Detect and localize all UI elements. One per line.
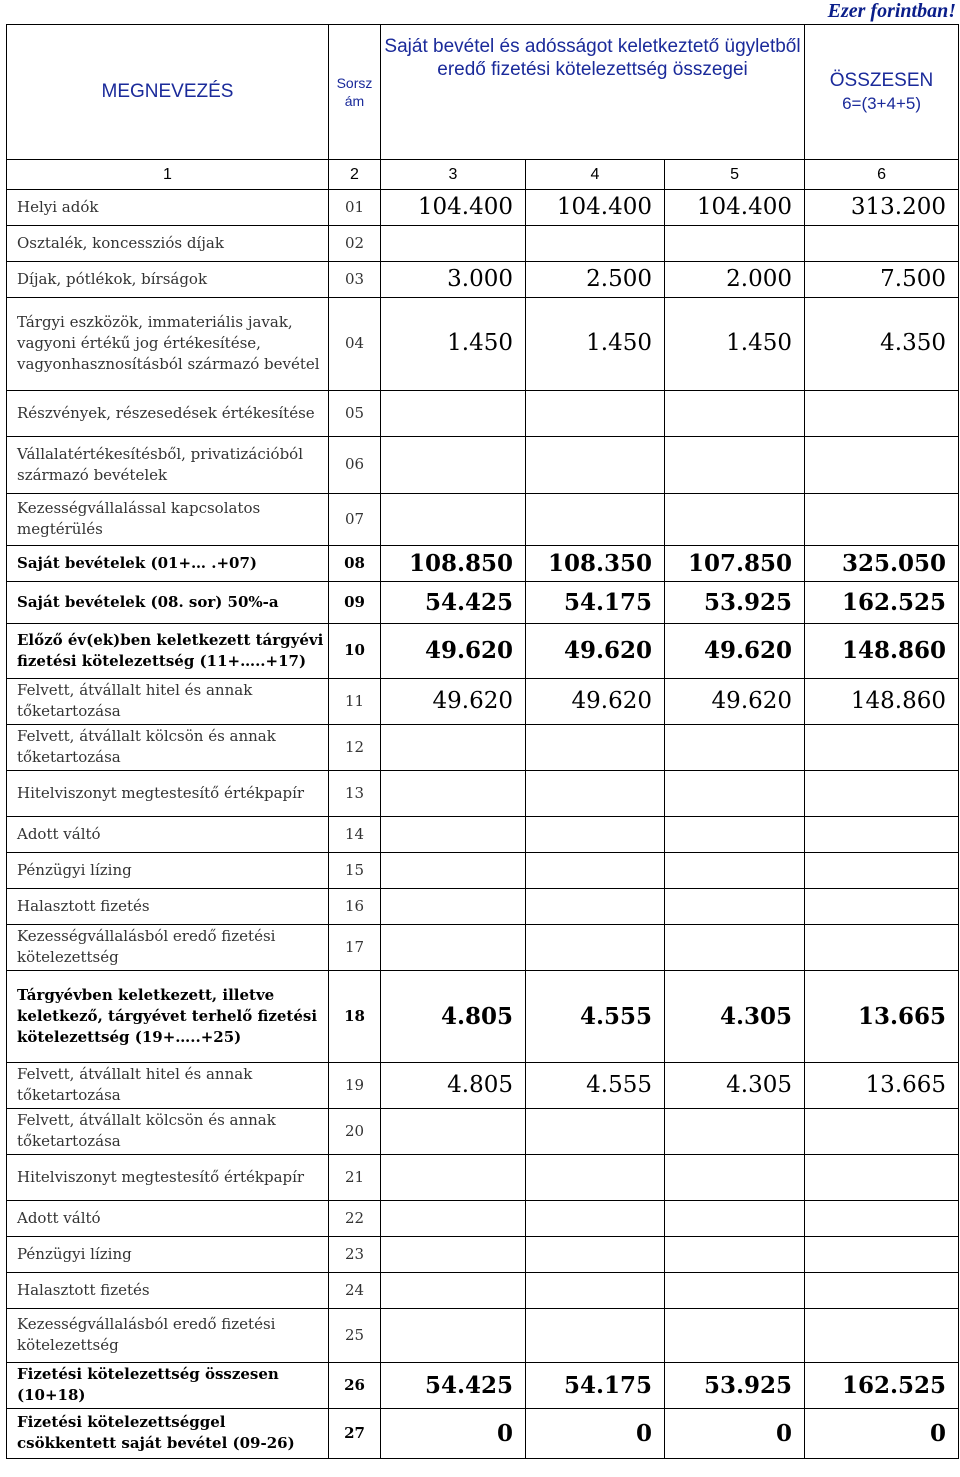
- row-code: 17: [329, 924, 381, 970]
- row-name: [7, 770, 329, 816]
- value-2013: [381, 888, 526, 924]
- row-name: Saját bevételek (08. sor) 50%-a: [7, 581, 329, 623]
- value-2013: [381, 724, 526, 770]
- value-2014: [526, 816, 665, 852]
- value-2013: 3.000: [381, 261, 526, 297]
- sorszam-header: Sorsz ám: [329, 25, 381, 160]
- value-2015: [665, 1236, 805, 1272]
- row-name: Tárgyi eszközök, immateriális javak, vagyoni értékű jog értékesítése, vagyonhasznosításból származó bevétel: [7, 297, 329, 390]
- currency-unit-note: Ezer forintban!: [827, 0, 956, 22]
- row-name: Díjak, pótlékok, bírságok: [7, 261, 329, 297]
- col-number: 6: [805, 159, 959, 189]
- value-2015: 49.620: [665, 678, 805, 724]
- row-name: Felvett, átvállalt kölcsön és annak tőketartozása: [7, 724, 329, 770]
- value-2014: 4.555: [526, 1062, 665, 1108]
- value-2015: [665, 1308, 805, 1362]
- value-total: 148.860: [805, 623, 959, 678]
- col-number: 3: [381, 159, 526, 189]
- row-name: [7, 1154, 329, 1200]
- value-2015: 1.450: [665, 297, 805, 390]
- value-2013: 49.620: [381, 623, 526, 678]
- value-total: 313.200: [805, 189, 959, 225]
- value-total: 0: [805, 1408, 959, 1458]
- row-name: Fizetési kötelezettség összesen (10+18): [7, 1362, 329, 1408]
- value-2014: [526, 225, 665, 261]
- row-code: 04: [329, 297, 381, 390]
- value-2013: 4.805: [381, 970, 526, 1062]
- value-2015: [665, 493, 805, 545]
- row-code: 01: [329, 189, 381, 225]
- value-2013: 54.425: [381, 1362, 526, 1408]
- table-row: [7, 1408, 959, 1458]
- table-row: [7, 724, 959, 770]
- table-row: [7, 261, 959, 297]
- row-code: 23: [329, 1236, 381, 1272]
- value-2014: [526, 1308, 665, 1362]
- table-row: [7, 1108, 959, 1154]
- value-total: 162.525: [805, 581, 959, 623]
- table-row: [7, 888, 959, 924]
- value-total: 162.525: [805, 1362, 959, 1408]
- col-number: 5: [665, 159, 805, 189]
- name-header: MEGNEVEZÉS: [7, 25, 329, 160]
- row-name: Előző év(ek)ben keletkezett tárgyévi fizetési kötelezettség (11+…..+17): [7, 623, 329, 678]
- value-2014: 49.620: [526, 623, 665, 678]
- value-2014: [526, 1200, 665, 1236]
- value-2014: [526, 1272, 665, 1308]
- row-code: 05: [329, 390, 381, 436]
- value-2015: [665, 1272, 805, 1308]
- value-2014: 2.500: [526, 261, 665, 297]
- table-row: [7, 1308, 959, 1362]
- value-total: [805, 852, 959, 888]
- value-total: 7.500: [805, 261, 959, 297]
- row-code: 19: [329, 1062, 381, 1108]
- value-2013: 0: [381, 1408, 526, 1458]
- row-name: Kezességvállalásból eredő fizetési kötelezettség: [7, 1308, 329, 1362]
- value-2015: 107.850: [665, 545, 805, 581]
- table-row: [7, 816, 959, 852]
- row-name-text: Hitelviszonyt megtestesítő értékpapír: [17, 783, 305, 802]
- value-2014: 54.175: [526, 1362, 665, 1408]
- row-name: Tárgyévben keletkezett, illetve keletkező, tárgyévet terhelő fizetési kötelezettség (19+…..+25): [7, 970, 329, 1062]
- row-name: Halasztott fizetés: [7, 1272, 329, 1308]
- value-2013: [381, 1272, 526, 1308]
- table-row: [7, 297, 959, 390]
- table-row: [7, 678, 959, 724]
- value-total: [805, 1308, 959, 1362]
- value-2014: [526, 436, 665, 493]
- row-code: 22: [329, 1200, 381, 1236]
- row-code: 20: [329, 1108, 381, 1154]
- row-name: Részvények, részesedések értékesítése: [7, 390, 329, 436]
- value-total: [805, 1236, 959, 1272]
- row-name: Pénzügyi lízing: [7, 852, 329, 888]
- value-total: 325.050: [805, 545, 959, 581]
- value-2015: [665, 1154, 805, 1200]
- value-2014: 0: [526, 1408, 665, 1458]
- value-total: [805, 816, 959, 852]
- table-row: [7, 493, 959, 545]
- value-total: [805, 1108, 959, 1154]
- total-header-formula: 6=(3+4+5): [842, 93, 921, 113]
- value-total: 13.665: [805, 970, 959, 1062]
- value-2015: [665, 724, 805, 770]
- value-2014: [526, 888, 665, 924]
- value-2014: 108.350: [526, 545, 665, 581]
- value-2015: 4.305: [665, 1062, 805, 1108]
- value-2013: 54.425: [381, 581, 526, 623]
- value-total: [805, 225, 959, 261]
- table-row: [7, 970, 959, 1062]
- value-2013: 4.805: [381, 1062, 526, 1108]
- row-code: 12: [329, 724, 381, 770]
- value-2014: 104.400: [526, 189, 665, 225]
- value-2015: 49.620: [665, 623, 805, 678]
- value-2013: [381, 390, 526, 436]
- value-2015: 2.000: [665, 261, 805, 297]
- value-total: [805, 1200, 959, 1236]
- value-2015: [665, 770, 805, 816]
- value-2015: [665, 816, 805, 852]
- row-code: 13: [329, 770, 381, 816]
- value-total: [805, 436, 959, 493]
- value-2015: [665, 390, 805, 436]
- row-code: 14: [329, 816, 381, 852]
- row-name: Fizetési kötelezettséggel csökkentett saját bevétel (09-26): [7, 1408, 329, 1458]
- row-code: 11: [329, 678, 381, 724]
- row-code: 21: [329, 1154, 381, 1200]
- value-2015: 53.925: [665, 581, 805, 623]
- value-2014: [526, 1108, 665, 1154]
- row-name: Felvett, átvállalt hitel és annak tőketartozása: [7, 678, 329, 724]
- col-number: 2: [329, 159, 381, 189]
- value-2015: [665, 225, 805, 261]
- table-row: [7, 1362, 959, 1408]
- row-code: 10: [329, 623, 381, 678]
- col-number: 1: [7, 159, 329, 189]
- table-row: [7, 1200, 959, 1236]
- value-2013: 1.450: [381, 297, 526, 390]
- value-total: 4.350: [805, 297, 959, 390]
- value-total: [805, 770, 959, 816]
- value-2014: 49.620: [526, 678, 665, 724]
- table-row: [7, 225, 959, 261]
- row-code: 07: [329, 493, 381, 545]
- col-number: 4: [526, 159, 665, 189]
- value-2014: [526, 493, 665, 545]
- value-total: [805, 493, 959, 545]
- value-total: 13.665: [805, 1062, 959, 1108]
- value-2014: [526, 924, 665, 970]
- value-total: [805, 1154, 959, 1200]
- row-name: Felvett, átvállalt hitel és annak tőketartozása: [7, 1062, 329, 1108]
- value-2013: [381, 1200, 526, 1236]
- table-row: [7, 852, 959, 888]
- value-2015: 53.925: [665, 1362, 805, 1408]
- row-code: 03: [329, 261, 381, 297]
- value-2014: [526, 1236, 665, 1272]
- value-2013: [381, 816, 526, 852]
- table-row: [7, 390, 959, 436]
- row-code: 27: [329, 1408, 381, 1458]
- value-2015: [665, 888, 805, 924]
- row-code: 16: [329, 888, 381, 924]
- value-2015: 4.305: [665, 970, 805, 1062]
- value-2013: 108.850: [381, 545, 526, 581]
- value-2013: [381, 1108, 526, 1154]
- table-row: [7, 623, 959, 678]
- row-name: Adott váltó: [7, 1200, 329, 1236]
- column-number-row: [7, 159, 959, 189]
- value-2015: 104.400: [665, 189, 805, 225]
- value-total: [805, 924, 959, 970]
- table-row: [7, 1154, 959, 1200]
- total-header: [805, 25, 959, 160]
- value-2014: [526, 724, 665, 770]
- row-name: Halasztott fizetés: [7, 888, 329, 924]
- row-name: Helyi adók: [7, 189, 329, 225]
- value-2013: 104.400: [381, 189, 526, 225]
- value-2014: [526, 1154, 665, 1200]
- row-code: 08: [329, 545, 381, 581]
- value-2013: [381, 493, 526, 545]
- value-2013: 49.620: [381, 678, 526, 724]
- table-row: [7, 924, 959, 970]
- row-name: Kezességvállalással kapcsolatos megtérülés: [7, 493, 329, 545]
- row-code: 06: [329, 436, 381, 493]
- row-name: Adott váltó: [7, 816, 329, 852]
- value-2014: 54.175: [526, 581, 665, 623]
- table-row: [7, 1272, 959, 1308]
- row-name-text: Hitelviszonyt megtestesítő értékpapír: [17, 1167, 305, 1186]
- table-row: [7, 189, 959, 225]
- value-2015: [665, 924, 805, 970]
- row-code: 26: [329, 1362, 381, 1408]
- table-row: [7, 581, 959, 623]
- row-name: Saját bevételek (01+… .+07): [7, 545, 329, 581]
- row-code: 24: [329, 1272, 381, 1308]
- value-2015: [665, 852, 805, 888]
- value-2014: [526, 390, 665, 436]
- value-2013: [381, 436, 526, 493]
- value-2015: [665, 436, 805, 493]
- value-2013: [381, 1308, 526, 1362]
- row-code: 18: [329, 970, 381, 1062]
- total-header-label: ÖSSZESEN: [829, 69, 934, 91]
- value-2014: [526, 770, 665, 816]
- table-row: [7, 436, 959, 493]
- group-header: Saját bevétel és adósságot keletkeztető ügyletből eredő fizetési kötelezettség összegei: [381, 25, 805, 159]
- obligation-table: [6, 24, 959, 1459]
- value-2013: [381, 1236, 526, 1272]
- value-total: [805, 724, 959, 770]
- value-2014: [526, 852, 665, 888]
- value-total: [805, 888, 959, 924]
- table-row: [7, 1236, 959, 1272]
- value-2014: 1.450: [526, 297, 665, 390]
- value-2013: [381, 770, 526, 816]
- row-name: Kezességvállalásból eredő fizetési kötelezettség: [7, 924, 329, 970]
- value-2013: [381, 924, 526, 970]
- row-code: 09: [329, 581, 381, 623]
- row-code: 02: [329, 225, 381, 261]
- value-total: [805, 1272, 959, 1308]
- table-row: [7, 770, 959, 816]
- row-name: Osztalék, koncessziós díjak: [7, 225, 329, 261]
- value-2013: [381, 852, 526, 888]
- table-row: [7, 1062, 959, 1108]
- row-code: 15: [329, 852, 381, 888]
- value-2013: [381, 1154, 526, 1200]
- row-name: Vállalatértékesítésből, privatizációból származó bevételek: [7, 436, 329, 493]
- value-2014: 4.555: [526, 970, 665, 1062]
- table-row: [7, 545, 959, 581]
- header-row: [7, 25, 959, 159]
- row-name: Felvett, átvállalt kölcsön és annak tőketartozása: [7, 1108, 329, 1154]
- row-name: Pénzügyi lízing: [7, 1236, 329, 1272]
- value-2015: [665, 1200, 805, 1236]
- value-total: 148.860: [805, 678, 959, 724]
- value-total: [805, 390, 959, 436]
- value-2015: [665, 1108, 805, 1154]
- value-2013: [381, 225, 526, 261]
- value-2015: 0: [665, 1408, 805, 1458]
- row-code: 25: [329, 1308, 381, 1362]
